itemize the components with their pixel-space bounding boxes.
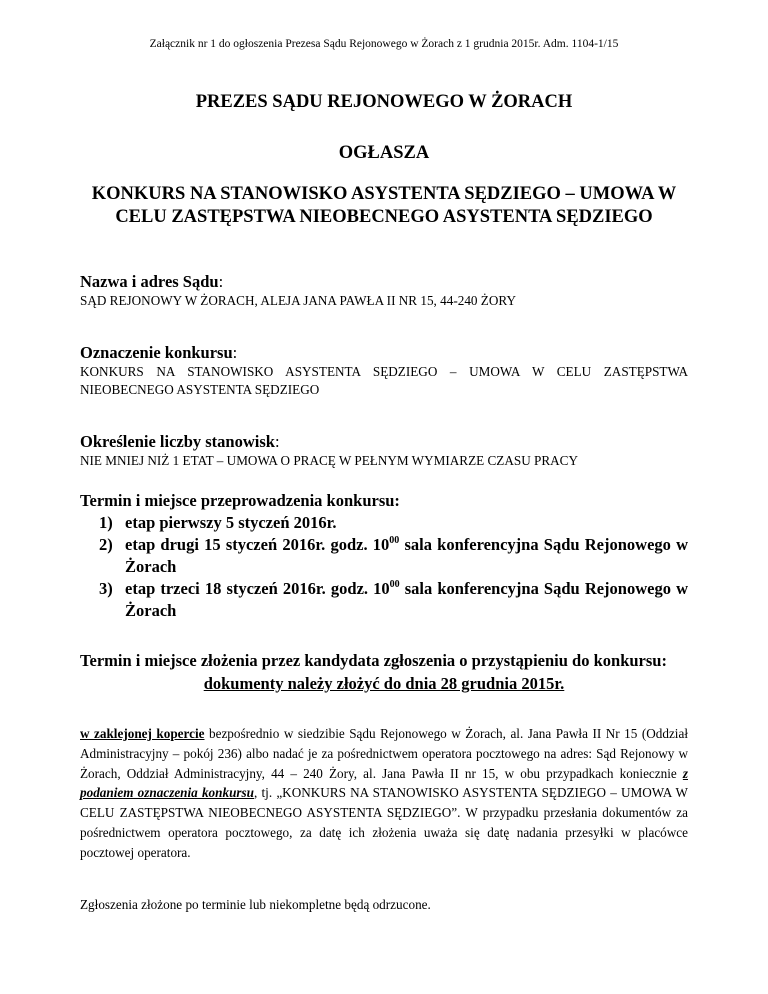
positions-value: NIE MNIEJ NIŻ 1 ETAT – UMOWA O PRACĘ W PEŁNYM WYMIARZE CZASU PRACY — [80, 453, 579, 468]
stage-minutes: 00 — [389, 534, 400, 546]
title-competition: KONKURS NA STANOWISKO ASYSTENTA SĘDZIEGO – UMOWA W CELU ZASTĘPSTWA NIEOBECNEGO ASYSTENTA SĘDZIEGO — [91, 184, 677, 227]
stage-hour: 10 — [372, 535, 390, 554]
details-part1: bezpośrednio w siedzibie Sądu Rejonowego w Żorach, al. Jana Pawła II Nr 15 (Oddział Administracyjny – pokój 236) albo nadać je za pośrednictwem operatora pocztowego na adres: Sąd Rejonowy w Żorach, Oddział Administracyjny, 44 – 240 Żory, al. Jana Pawła II nr 15, w obu przypadkach koniecznie — [80, 726, 688, 781]
court-heading — [80, 272, 688, 292]
title-announces: OGŁASZA — [338, 143, 430, 163]
title-president: PREZES SĄDU REJONOWEGO W ŻORACH — [195, 92, 573, 112]
details-part2: , tj. „KONKURS NA STANOWISKO ASYSTENTA SĘDZIEGO – UMOWA W CELU ZASTĘPSTWA NIEOBECNEGO ASYSTENTA SĘDZIEGO”. W przypadku przesłania dokumentów za pośrednictwem operatora pocztowego, za datę ich złożenia uważa się datę nadania przesyłki w placówce pocztowej operatora. — [80, 785, 688, 860]
section-submission — [80, 650, 688, 695]
court-value: SĄD REJONOWY W ŻORACH, ALEJA JANA PAWŁA II NR 15, 44-240 ŻORY — [80, 293, 516, 308]
section-positions — [80, 432, 688, 470]
envelope-text: w zaklejonej kopercie — [80, 726, 205, 741]
designation-label: Oznaczenie konkursu — [80, 343, 233, 362]
stage-item — [80, 512, 688, 534]
header-note: Załącznik nr 1 do ogłoszenia Prezesa Sądu Rejonowego w Żorach z 1 grudnia 2015r. Adm. 1104-1/15 — [149, 38, 619, 50]
submission-deadline: dokumenty należy złożyć do dnia 28 grudnia 2015r. — [203, 674, 565, 693]
submission-label: Termin i miejsce złożenia przez kandydata zgłoszenia o przystąpieniu do konkursu: — [80, 651, 667, 670]
section-schedule — [80, 490, 688, 622]
stage-number: 2) — [99, 535, 113, 554]
section-designation — [80, 343, 688, 398]
stage-place: sala konferencyjna Sądu Rejonowego w Żorach — [125, 579, 688, 620]
designation-colon: : — [232, 343, 238, 362]
stage-minutes: 00 — [389, 578, 400, 590]
schedule-label: Termin i miejsce przeprowadzenia konkursu: — [80, 491, 400, 510]
stage-hour: 10 — [373, 579, 390, 598]
submission-details — [80, 724, 688, 863]
designation-value: KONKURS NA STANOWISKO ASYSTENTA SĘDZIEGO – UMOWA W CELU ZASTĘPSTWA NIEOBECNEGO ASYSTENTA SĘDZIEGO — [80, 364, 688, 397]
positions-label: Określenie liczby stanowisk — [80, 432, 275, 451]
positions-colon: : — [274, 432, 280, 451]
stage-number: 3) — [99, 579, 113, 598]
stage-item — [80, 534, 688, 578]
court-label: Nazwa i adres Sądu — [80, 272, 219, 291]
designation-heading — [80, 343, 688, 363]
court-colon: : — [218, 272, 224, 291]
positions-heading — [80, 432, 688, 452]
marking-text: z podaniem oznaczenia konkursu — [80, 765, 688, 801]
stage-text: etap drugi 15 styczeń 2016r. godz. — [125, 535, 373, 554]
rejection-note: Zgłoszenia złożone po terminie lub niekompletne będą odrzucone. — [80, 897, 431, 912]
stage-text: etap trzeci 18 styczeń 2016r. godz. — [125, 579, 374, 598]
stage-item — [80, 578, 688, 622]
stage-text: etap pierwszy 5 styczeń 2016r. — [125, 513, 337, 532]
stage-number: 1) — [99, 513, 113, 532]
stage-place: sala konferencyjna Sądu Rejonowego w Żorach — [125, 535, 688, 576]
section-court — [80, 272, 688, 310]
